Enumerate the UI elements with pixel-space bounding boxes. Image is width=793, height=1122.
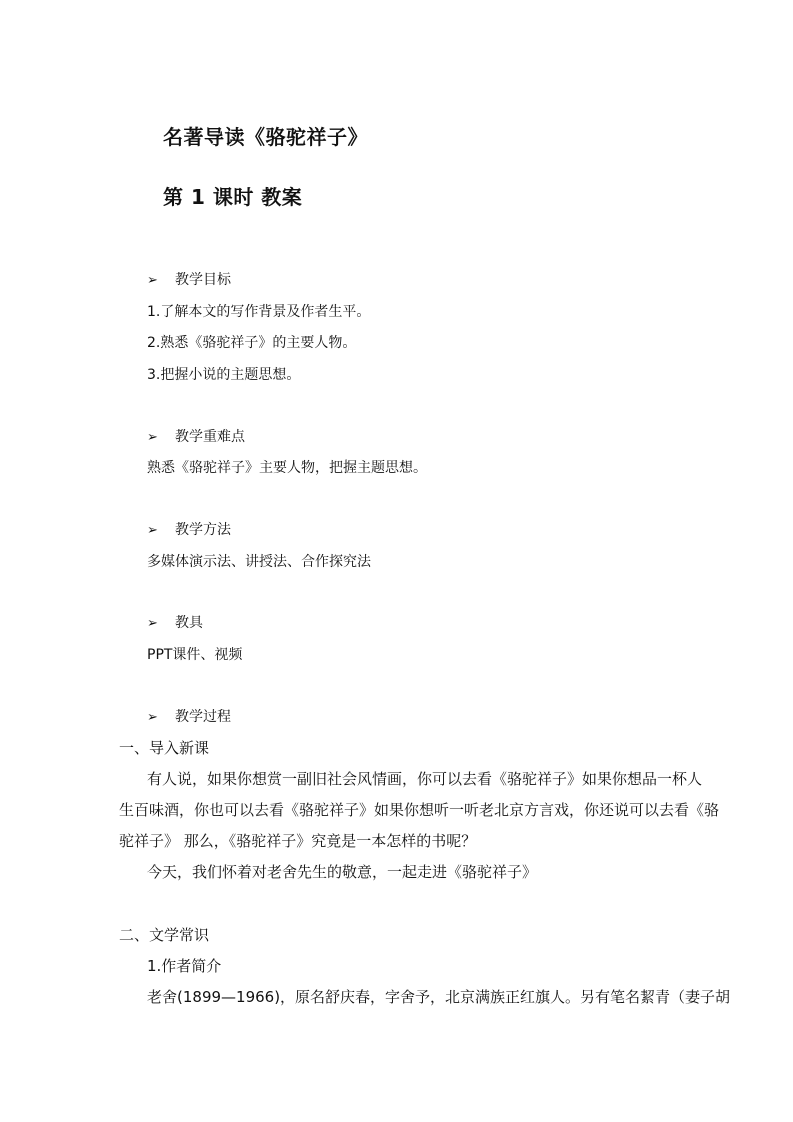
key-points-heading: 教学重难点: [175, 429, 245, 445]
document-subtitle: 第 1 课时 教案: [163, 185, 303, 209]
methods-text: 多媒体演示法、讲授法、合作探究法: [147, 554, 371, 570]
arrow-bullet-icon: ➢: [147, 430, 158, 445]
part2-heading: 二、文学常识: [119, 926, 210, 944]
tools-text: PPT课件、视频: [147, 647, 243, 663]
objective-item: 2.熟悉《骆驼祥子》的主要人物。: [147, 335, 357, 351]
process-heading-row: [147, 706, 231, 726]
objective-item: 3.把握小说的主题思想。: [147, 367, 301, 383]
tools-heading-row: [147, 612, 203, 632]
paragraph-line: 驼祥子》 那么，《骆驼祥子》究竟是一本怎样的书呢？: [119, 832, 477, 850]
arrow-bullet-icon: ➢: [147, 523, 158, 538]
objective-item: 1.了解本文的写作背景及作者生平。: [147, 304, 371, 320]
key-points-text: 熟悉《骆驼祥子》主要人物，把握主题思想。: [147, 460, 427, 476]
paragraph-line: 生百味酒，你也可以去看《骆驼祥子》如果你想听一听老北京方言戏，你还说可以去看《骆: [119, 801, 720, 819]
tools-heading: 教具: [175, 615, 203, 631]
part2-subheading: 1.作者简介: [147, 957, 222, 975]
objectives-heading: 教学目标: [175, 272, 231, 288]
arrow-bullet-icon: ➢: [147, 273, 158, 288]
objectives-heading-row: [147, 269, 231, 289]
process-heading: 教学过程: [175, 709, 231, 725]
key-points-heading-row: [147, 426, 245, 446]
part1-heading: 一、导入新课: [119, 739, 210, 757]
paragraph-line: 老舍(1899—1966)，原名舒庆春，字舍予，北京满族正红旗人。另有笔名絜青（妻子胡: [147, 988, 731, 1006]
methods-heading-row: [147, 519, 231, 539]
arrow-bullet-icon: ➢: [147, 710, 158, 725]
methods-heading: 教学方法: [175, 522, 231, 538]
document-title: 名著导读《骆驼祥子》: [163, 125, 368, 149]
arrow-bullet-icon: ➢: [147, 616, 158, 631]
paragraph-line: 有人说，如果你想赏一副旧社会风情画，你可以去看《骆驼祥子》如果你想品一杯人: [147, 770, 703, 788]
paragraph-line: 今天，我们怀着对老舍先生的敬意，一起走进《骆驼祥子》: [147, 863, 538, 881]
